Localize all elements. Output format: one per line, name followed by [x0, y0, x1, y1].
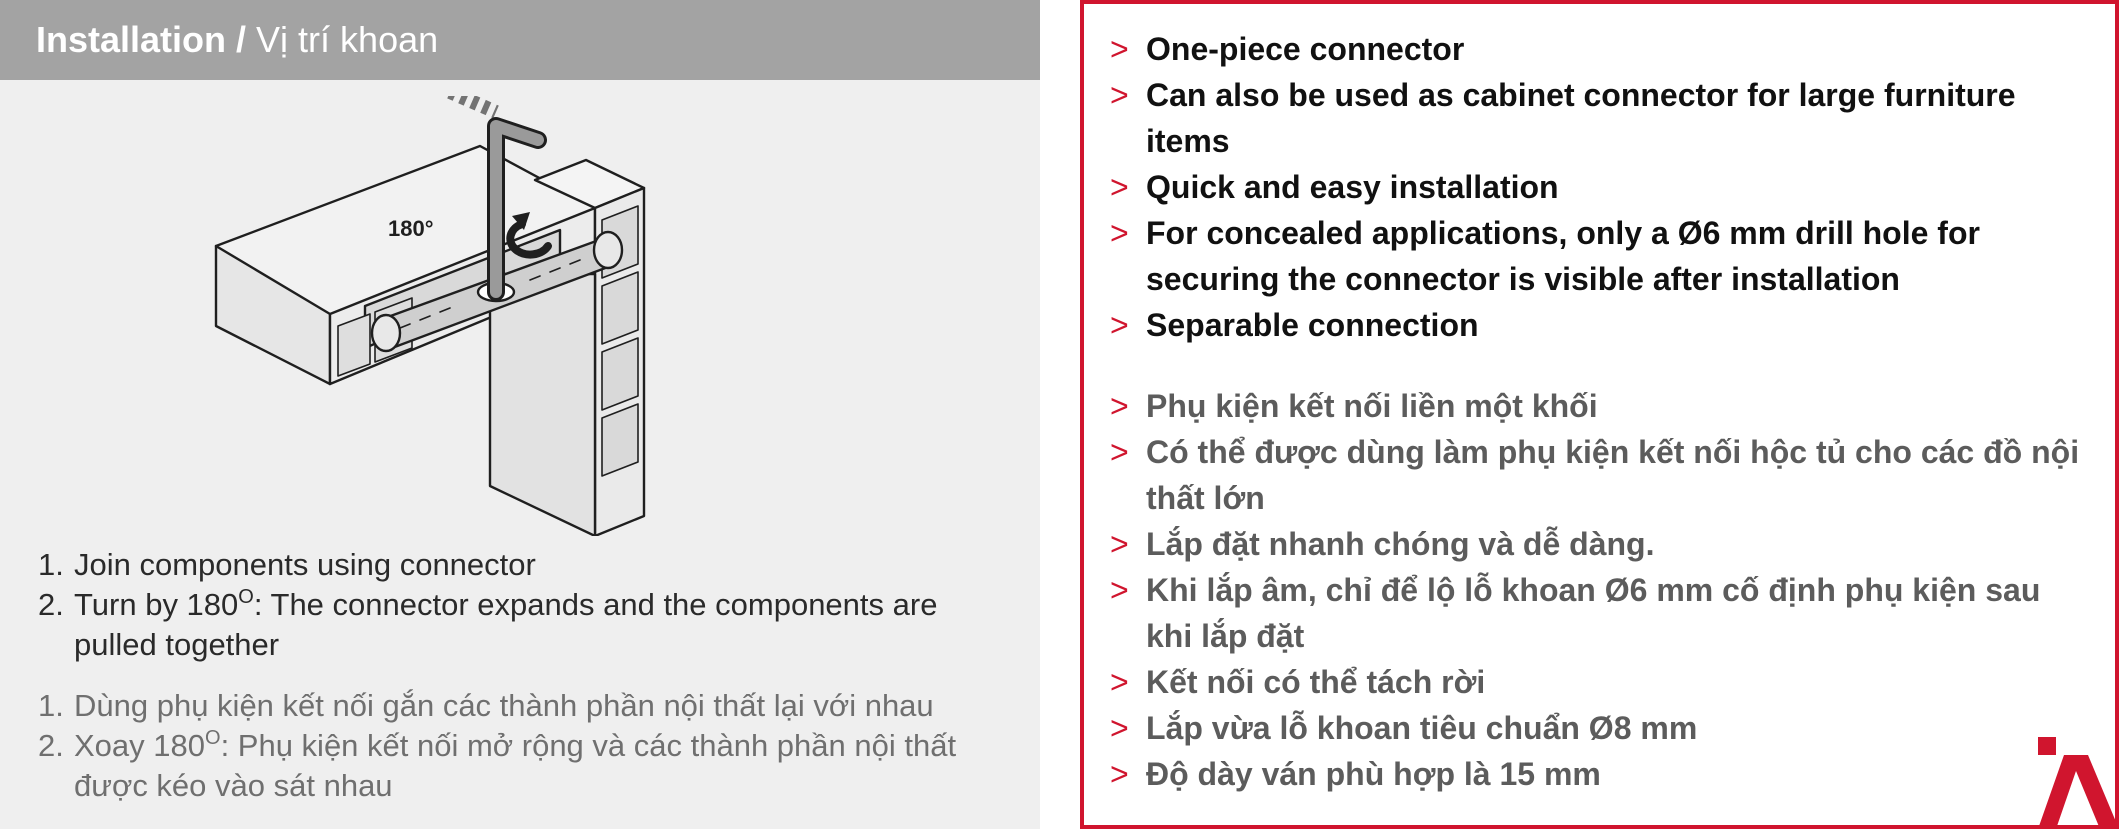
- step-text: Dùng phụ kiện kết nối gắn các thành phần nội thất lại với nhau: [74, 688, 934, 723]
- step-text-post: : The connector expands and the components are pulled together: [74, 587, 938, 662]
- bullet-arrow-icon: >: [1110, 169, 1129, 205]
- feature-item: [1110, 567, 2090, 659]
- feature-text: Quick and easy installation: [1146, 169, 1559, 205]
- feature-item: [1110, 429, 2090, 521]
- step-text-pre: Xoay 180: [74, 728, 205, 763]
- bullet-arrow-icon: >: [1110, 572, 1129, 608]
- bullet-arrow-icon: >: [1110, 434, 1129, 470]
- bullet-arrow-icon: >: [1110, 307, 1129, 343]
- feature-item: [1110, 705, 2090, 751]
- feature-item: [1110, 302, 2090, 348]
- title-vi: Vị trí khoan: [256, 19, 439, 60]
- section-title: [36, 19, 438, 61]
- bullet-arrow-icon: >: [1110, 388, 1129, 424]
- feature-item: [1110, 210, 2090, 302]
- feature-item: [1110, 383, 2090, 429]
- installation-panel: [0, 0, 1040, 829]
- degree-sup: O: [205, 727, 221, 749]
- step-number: 2.: [38, 728, 64, 763]
- bullet-arrow-icon: >: [1110, 215, 1129, 251]
- section-header: [0, 0, 1040, 80]
- steps-vi: [38, 686, 1028, 806]
- steps-en: [38, 545, 1028, 665]
- features-panel: [1080, 0, 2119, 829]
- title-en: Installation: [36, 19, 227, 60]
- bullet-arrow-icon: >: [1110, 77, 1129, 113]
- bullet-arrow-icon: >: [1110, 756, 1129, 792]
- step-text: [74, 585, 1028, 665]
- step-item: [38, 726, 1028, 806]
- feature-text: Độ dày ván phù hợp là 15 mm: [1146, 756, 1601, 792]
- step-text-pre: Turn by 180: [74, 587, 239, 622]
- feature-text: Kết nối có thể tách rời: [1146, 664, 1486, 700]
- feature-text: Khi lắp âm, chỉ để lộ lỗ khoan Ø6 mm cố định phụ kiện sau khi lắp đặt: [1146, 572, 2041, 654]
- feature-text: Phụ kiện kết nối liền một khối: [1146, 388, 1598, 424]
- step-item: [38, 686, 1028, 726]
- features-en: [1110, 26, 2090, 348]
- title-separator: /: [226, 19, 257, 60]
- feature-text: One-piece connector: [1146, 31, 1465, 67]
- step-text: Join components using connector: [74, 547, 536, 582]
- feature-text: Lắp vừa lỗ khoan tiêu chuẩn Ø8 mm: [1146, 710, 1698, 746]
- feature-item: [1110, 751, 2090, 797]
- step-number: 2.: [38, 587, 64, 622]
- feature-item: [1110, 26, 2090, 72]
- step-item: [38, 545, 1028, 585]
- step-text-post: : Phụ kiện kết nối mở rộng và các thành phần nội thất được kéo vào sát nhau: [74, 728, 957, 803]
- feature-text: Separable connection: [1146, 307, 1479, 343]
- bullet-arrow-icon: >: [1110, 664, 1129, 700]
- step-text: [74, 726, 1028, 806]
- step-number: 1.: [38, 547, 64, 582]
- bullet-arrow-icon: >: [1110, 31, 1129, 67]
- feature-text: Can also be used as cabinet connector for large furniture items: [1146, 77, 2016, 159]
- degree-sup: O: [238, 586, 254, 608]
- step-number: 1.: [38, 688, 64, 723]
- feature-item: [1110, 521, 2090, 567]
- bullet-arrow-icon: >: [1110, 526, 1129, 562]
- features-vi: [1110, 383, 2090, 797]
- feature-text: For concealed applications, only a Ø6 mm drill hole for securing the connector is visible after installation: [1146, 215, 1980, 297]
- feature-item: [1110, 164, 2090, 210]
- brand-logo-icon: [2036, 737, 2119, 829]
- feature-item: [1110, 72, 2090, 164]
- side-left-face: [490, 274, 595, 536]
- feature-text: Có thể được dùng làm phụ kiện kết nối hộc tủ cho các đồ nội thất lớn: [1146, 434, 2080, 516]
- feature-item: [1110, 659, 2090, 705]
- angle-label: 180°: [388, 216, 434, 241]
- step-item: [38, 585, 1028, 665]
- bullet-arrow-icon: >: [1110, 710, 1129, 746]
- feature-text: Lắp đặt nhanh chóng và dễ dàng.: [1146, 526, 1655, 562]
- installation-diagram: [200, 96, 840, 536]
